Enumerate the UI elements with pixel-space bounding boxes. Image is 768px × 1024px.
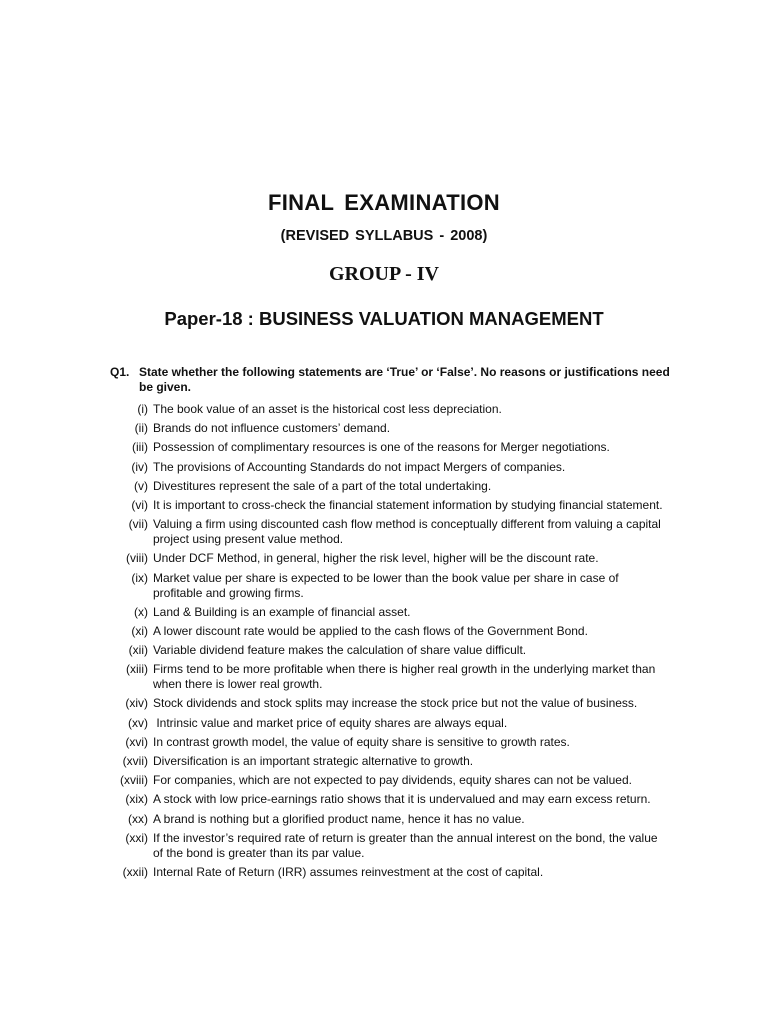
statement-text: Internal Rate of Return (IRR) assumes reinvestment at the cost of capital.	[153, 864, 544, 879]
exam-title: FINAL EXAMINATION	[268, 190, 500, 215]
statement-text: The book value of an asset is the historical cost less depreciation.	[153, 402, 502, 416]
statement-number: (xv)	[128, 715, 148, 730]
statement-text: If the investor’s required rate of return is greater than the annual interest on the bond, the value of the bond is greater than its par value.	[153, 830, 658, 860]
statement-text: Possession of complimentary resources is one of the reasons for Merger negotiations.	[153, 440, 610, 455]
statement-item	[110, 440, 670, 455]
statement-text: In contrast growth model, the value of equity share is sensitive to growth rates.	[153, 734, 570, 749]
statement-number: (vi)	[131, 497, 148, 512]
statement-text: For companies, which are not expected to pay dividends, equity shares can not be valued.	[153, 773, 632, 788]
statement-number: (xii)	[128, 643, 148, 658]
statement-text: Diversification is an important strategic alternative to growth.	[153, 754, 474, 768]
statement-text: Divestitures represent the sale of a part of the total undertaking.	[153, 478, 492, 493]
statement-text: Firms tend to be more profitable when there is higher real growth in the underlying market than when there is lower real growth.	[153, 662, 656, 692]
statement-item	[110, 571, 670, 601]
statement-number: (xxii)	[122, 864, 148, 879]
statement-item	[110, 812, 670, 827]
statement-item	[110, 792, 670, 807]
statement-item	[110, 716, 670, 731]
statement-number: (x)	[134, 604, 148, 619]
statement-number: (xiv)	[125, 696, 148, 711]
statement-item	[110, 460, 670, 475]
statement-item	[110, 696, 670, 711]
statement-text: A brand is nothing but a glorified product name, hence it has no value.	[153, 811, 525, 826]
statement-number: (i)	[137, 402, 148, 416]
statement-item	[110, 662, 670, 692]
statement-item	[110, 735, 670, 750]
statement-item	[110, 643, 670, 658]
statement-list	[110, 402, 670, 884]
statement-number: (iii)	[132, 440, 148, 455]
question-text: State whether the following statements are ‘True’ or ‘False’. No reasons or justifications need be given.	[139, 365, 670, 394]
statement-text: It is important to cross-check the financial statement information by studying financial statement.	[153, 497, 663, 512]
statement-number: (xiii)	[126, 662, 148, 677]
statement-item	[110, 605, 670, 620]
statement-text: Under DCF Method, in general, higher the risk level, higher will be the discount rate.	[153, 551, 599, 566]
statement-item	[110, 773, 670, 788]
statement-text: A stock with low price-earnings ratio shows that it is undervalued and may earn excess return.	[153, 792, 651, 807]
statement-item	[110, 624, 670, 639]
statement-number: (viii)	[126, 551, 148, 566]
statement-text: Stock dividends and stock splits may increase the stock price but not the value of business.	[153, 696, 638, 711]
statement-item	[110, 421, 670, 436]
statement-item	[110, 754, 670, 769]
statement-number: (iv)	[131, 459, 148, 474]
statement-item	[110, 551, 670, 566]
group-heading: GROUP - IV	[329, 263, 439, 285]
statement-text: Variable dividend feature makes the calculation of share value difficult.	[153, 643, 527, 658]
paper-title: Paper-18 : BUSINESS VALUATION MANAGEMENT	[164, 308, 604, 329]
statement-number: (xvii)	[122, 754, 148, 768]
statement-number: (xi)	[131, 623, 148, 638]
statement-number: (vii)	[128, 517, 148, 532]
statement-number: (xviii)	[120, 773, 148, 788]
statement-item	[110, 498, 670, 513]
statement-text: The provisions of Accounting Standards do not impact Mergers of companies.	[153, 459, 566, 474]
question-number: Q1.	[110, 365, 130, 379]
statement-number: (v)	[134, 478, 148, 493]
statement-text: Valuing a firm using discounted cash flow method is conceptually different from valuing a capital project using present value method.	[153, 517, 661, 547]
statement-number: (ix)	[131, 570, 148, 585]
statement-number: (xx)	[128, 811, 148, 826]
syllabus-subtitle: (REVISED SYLLABUS - 2008)	[280, 228, 488, 244]
statement-number: (xix)	[125, 792, 148, 807]
statement-text: A lower discount rate would be applied to the cash flows of the Government Bond.	[153, 623, 588, 638]
statement-number: (ii)	[134, 421, 148, 436]
statement-number: (xvi)	[125, 734, 148, 749]
statement-item	[110, 402, 670, 417]
statement-text: Brands do not influence customers’ demand.	[153, 421, 391, 436]
statement-text: Intrinsic value and market price of equity shares are always equal.	[153, 715, 508, 730]
statement-item	[110, 479, 670, 494]
statement-number: (xxi)	[125, 830, 148, 845]
statement-item	[110, 831, 670, 861]
statement-text: Market value per share is expected to be lower than the book value per share in case of profitable and growing firms.	[153, 570, 619, 600]
statement-item	[110, 865, 670, 880]
statement-item	[110, 517, 670, 547]
statement-text: Land & Building is an example of financial asset.	[153, 604, 411, 619]
question-instruction	[110, 365, 670, 395]
